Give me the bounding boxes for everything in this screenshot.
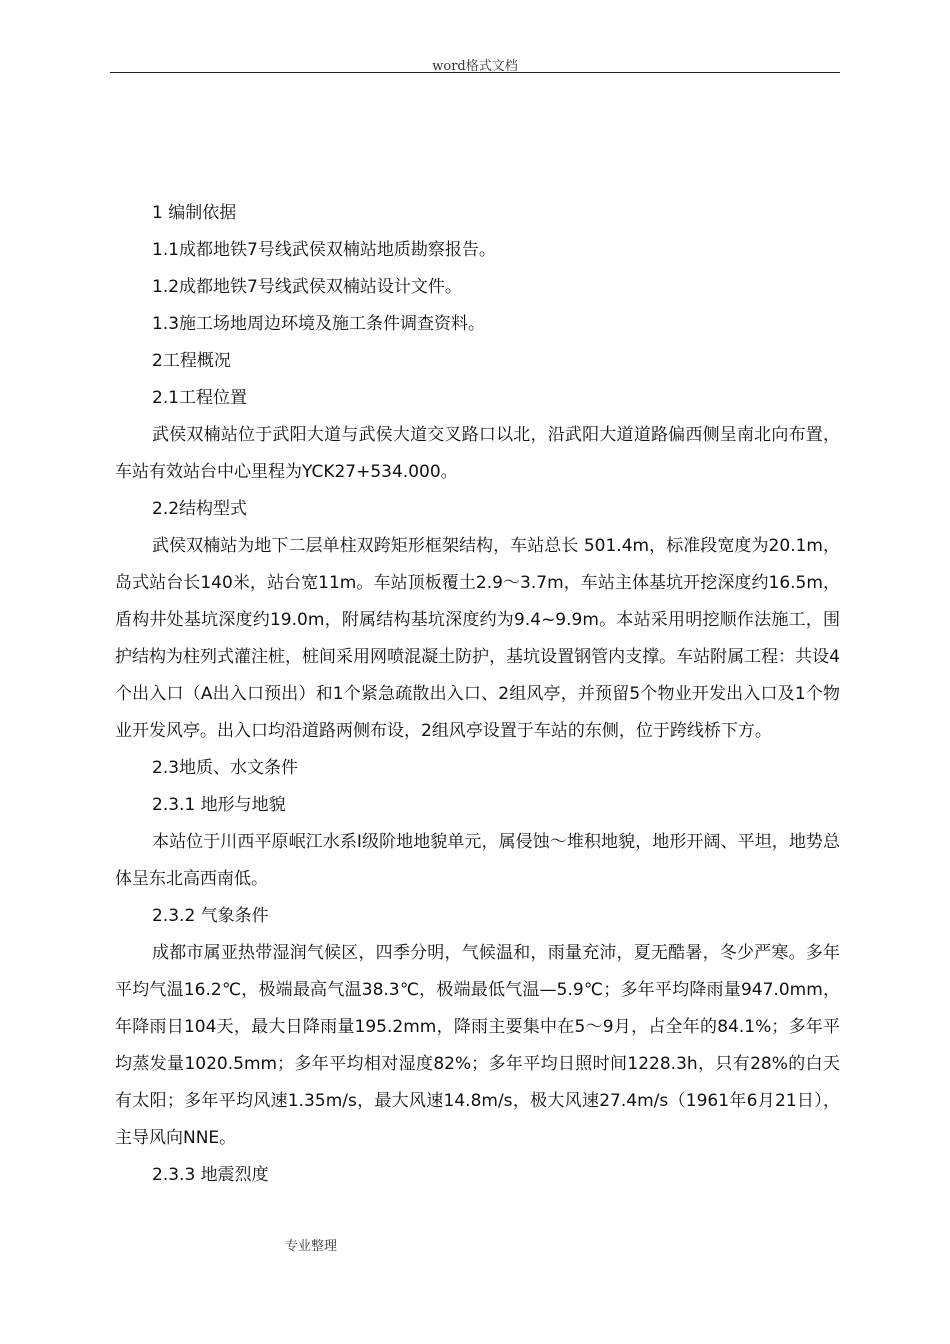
list-item-1-3: 1.3施工场地周边环境及施工条件调查资料。 (152, 314, 486, 334)
subsection-heading-2-3-2: 2.3.2 气象条件 (152, 906, 269, 926)
page-footer: 专业整理 (285, 1239, 338, 1254)
list-item-1-2: 1.2成都地铁7号线武侯双楠站设计文件。 (152, 277, 462, 297)
subsection-heading-2-3: 2.3地质、水文条件 (152, 758, 299, 778)
header-divider (110, 72, 840, 73)
paragraph-2-2: 武侯双楠站为地下二层单柱双跨矩形框架结构，车站总长 501.4m，标准段宽度为20.1m，岛式站台长140米，站台宽11m。车站顶板覆土2.9～3.7m，车站主体基坑开挖深度约16.5m，盾构井处基坑深度约19.0m，附属结构基坑深度约为9.4~9.9m。本站采用明挖顺作法施工，围护结构为柱列式灌注桩，桩间采用网喷混凝土防护，基坑设置钢管内支撑。车站附属工程：共设4个出入口（A出入口预出）和1个紧急疏散出入口、2组风亭，并预留5个物业开发出入口及1个物业开发风亭。出入口均沿道路两侧布设，2组风亭设置于车站的东侧，位于跨线桥下方。 (115, 536, 840, 741)
list-item-1-1: 1.1成都地铁7号线武侯双楠站地质勘察报告。 (152, 240, 496, 260)
subsection-heading-2-3-3: 2.3.3 地震烈度 (152, 1165, 269, 1185)
subsection-heading-2-3-1: 2.3.1 地形与地貌 (152, 795, 286, 815)
page-header: word格式文档 (432, 59, 518, 74)
paragraph-2-1: 武侯双楠站位于武阳大道与武侯大道交叉路口以北，沿武阳大道道路偏西侧呈南北向布置，车站有效站台中心里程为YCK27+534.000。 (115, 425, 840, 482)
subsection-heading-2-2: 2.2结构型式 (152, 499, 248, 519)
subsection-heading-2-1: 2.1工程位置 (152, 388, 248, 408)
section-heading-2: 2工程概况 (152, 351, 231, 371)
paragraph-2-3-1: 本站位于川西平原岷江水系Ⅰ级阶地地貌单元，属侵蚀～堆积地貌，地形开阔、平坦，地势总体呈东北高西南低。 (115, 832, 840, 889)
document-body (115, 195, 840, 1194)
section-heading-1: 1 编制依据 (152, 203, 237, 223)
paragraph-2-3-2: 成都市属亚热带湿润气候区，四季分明，气候温和，雨量充沛，夏无酷暑，冬少严寒。多年平均气温16.2℃，极端最高气温38.3℃，极端最低气温—5.9℃；多年平均降雨量947.0mm，年降雨日104天，最大日降雨量195.2mm，降雨主要集中在5～9月，占全年的84.1%；多年平均蒸发量1020.5mm；多年平均相对湿度82%；多年平均日照时间1228.3h，只有28%的白天有太阳；多年平均风速1.35m/s，最大风速14.8m/s，极大风速27.4m/s（1961年6月21日），主导风向NNE。 (115, 943, 840, 1148)
